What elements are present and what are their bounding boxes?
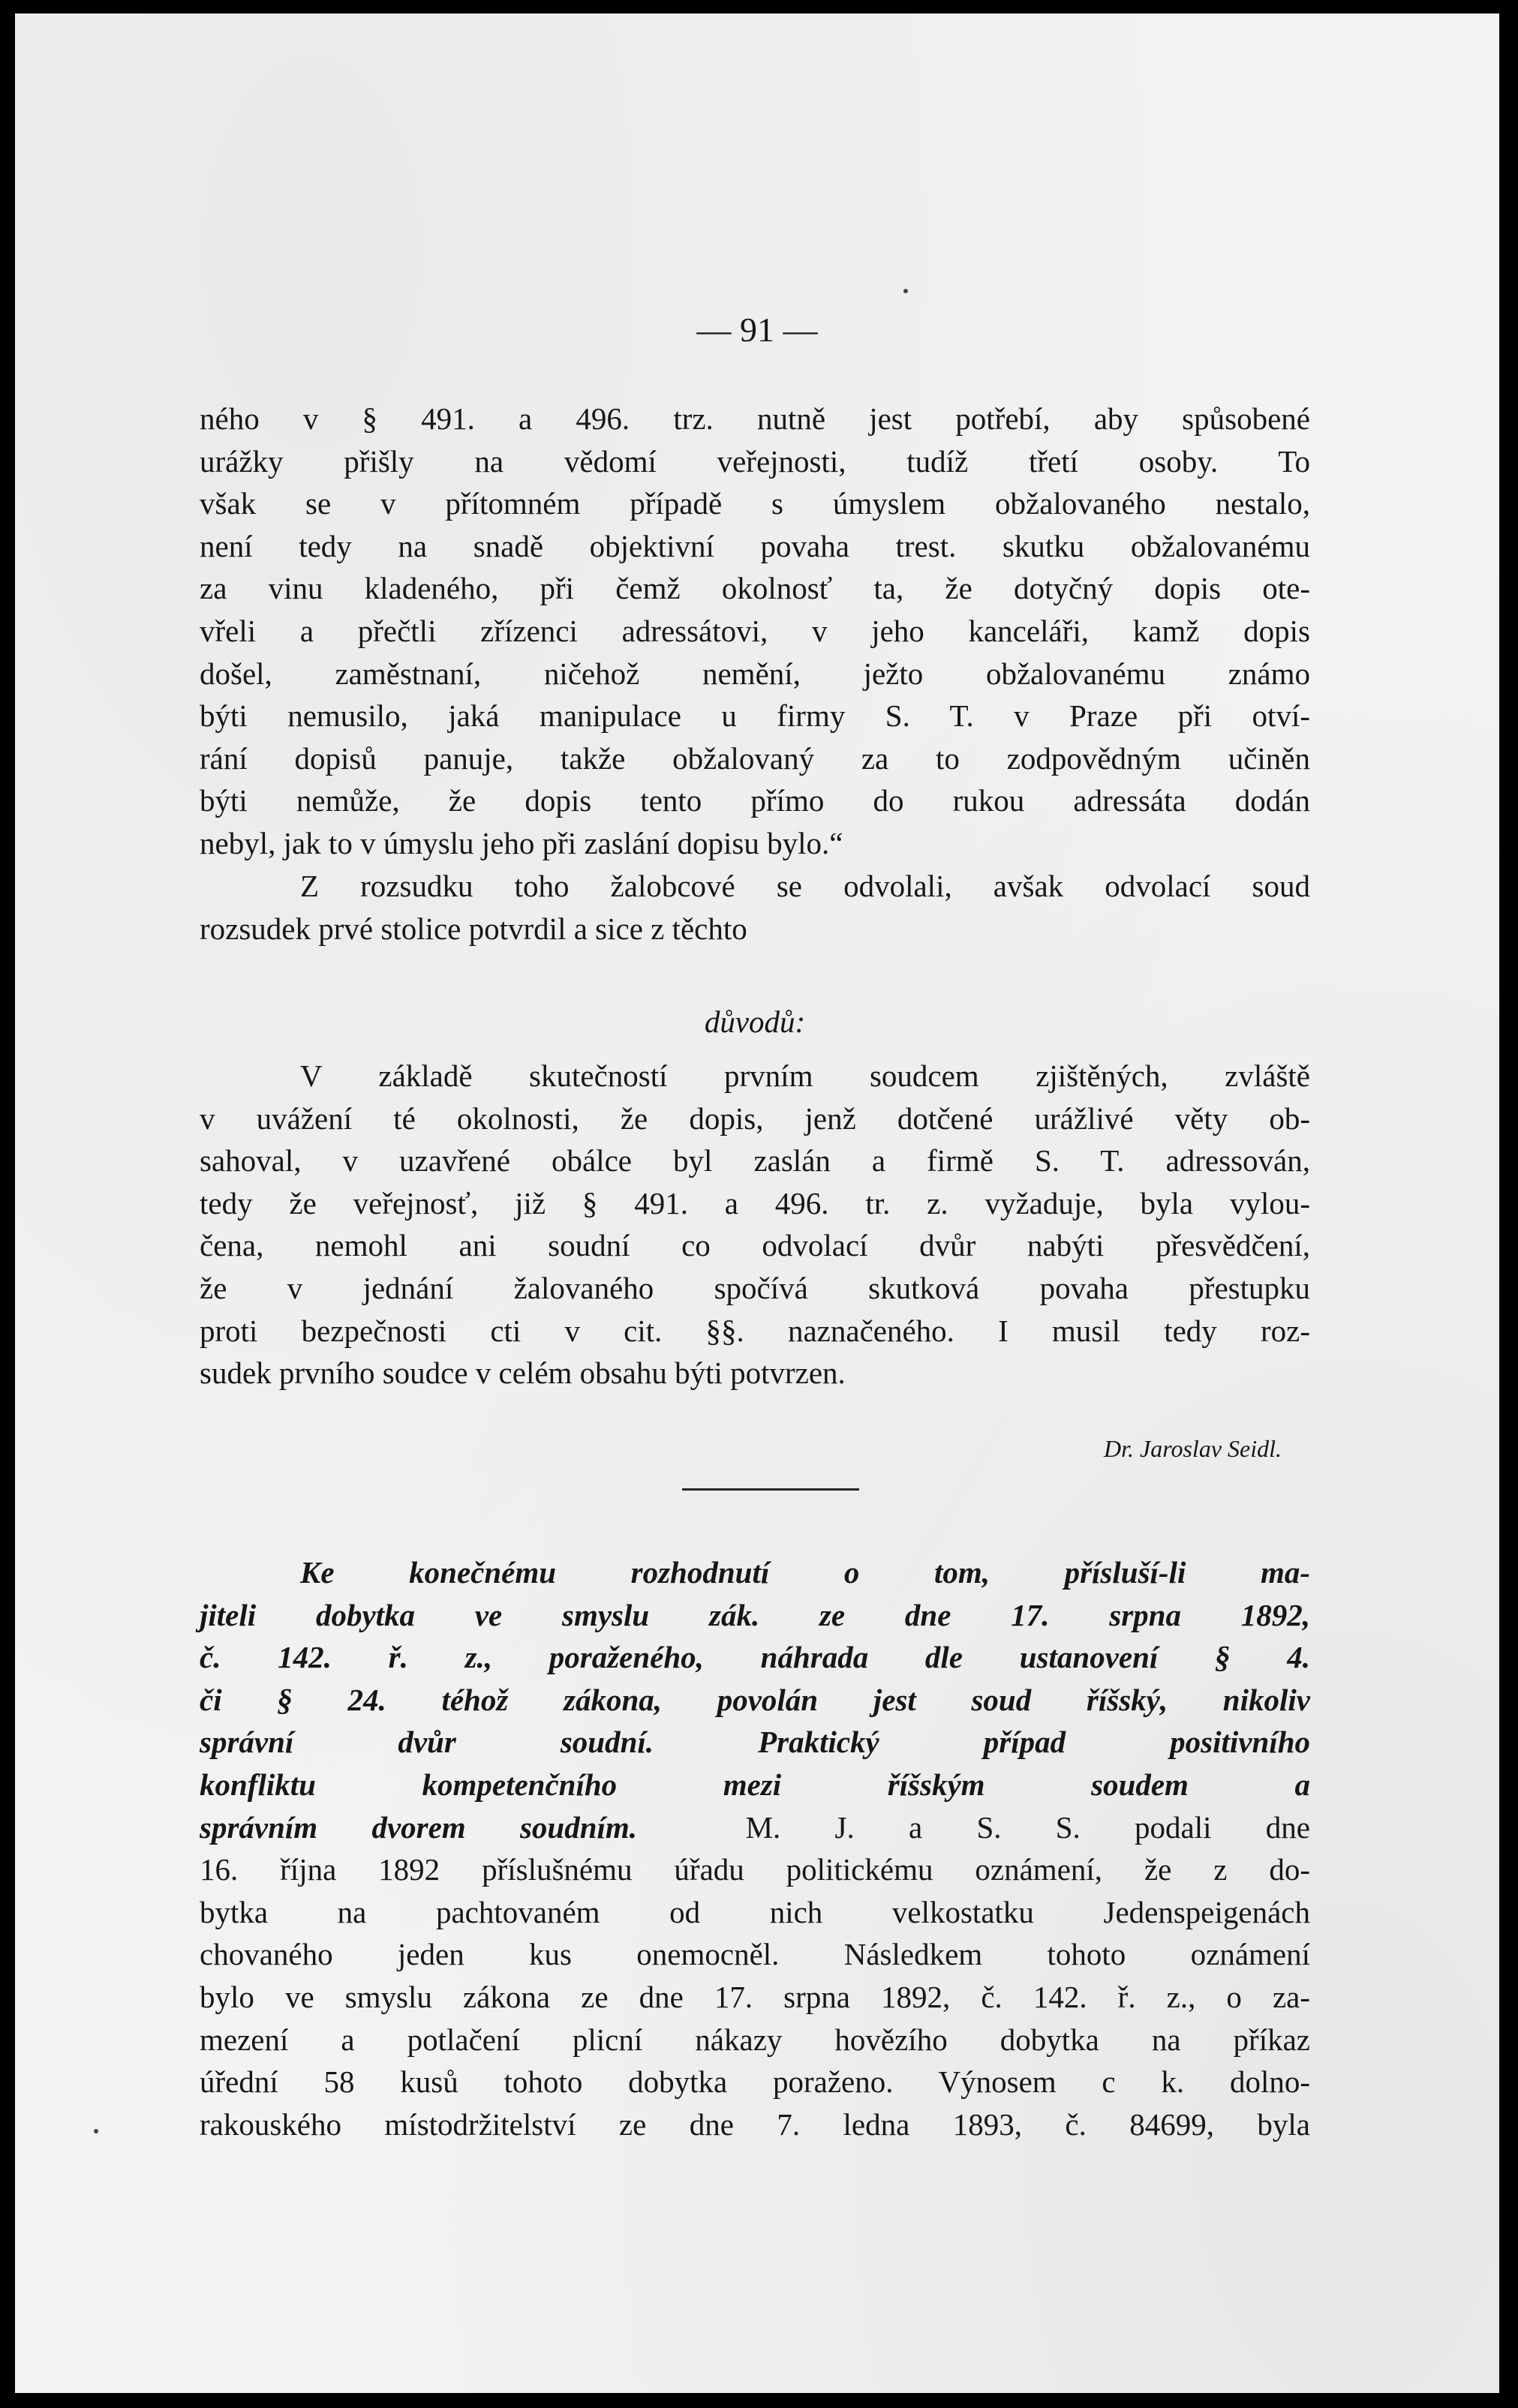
text-line: sudek prvního soudce v celém obsahu býti potvrzen. <box>200 1356 846 1391</box>
text-line: však se v přítomném případě s úmyslem obžalovaného nestalo, <box>200 486 1310 521</box>
text-line: býti nemůže, že dopis tento přímo do rukou adressáta dodán <box>200 783 1310 818</box>
text-line: rozsudek prvé stolice potvrdil a sice z těchto <box>200 911 747 946</box>
text-line: proti bezpečnosti cti v cit. §§. naznačeného. I musil tedy roz- <box>200 1313 1310 1348</box>
text-line: ného v § 491. a 496. trz. nutně jest potřebí, aby spůsobené <box>200 401 1310 436</box>
print-speck <box>94 2129 98 2133</box>
text-line: urážky přišly na vědomí veřejnosti, tudíž třetí osoby. To <box>200 443 1310 479</box>
text-line: rání dopisů panuje, takže obžalovaný za to zodpovědným učiněn <box>200 740 1310 776</box>
section-title-line: jiteli dobytka ve smyslu zák. ze dne 17. srpna 1892, <box>200 1597 1310 1632</box>
section-title-line: či § 24. téhož zákona, povolán jest soud říšský, nikoliv <box>200 1682 1310 1717</box>
text-line: V základě skutečností prvním soudcem zjištěných, zvláště <box>300 1058 1310 1093</box>
grounds-heading: důvodů: <box>704 1004 806 1039</box>
text-line: bylo ve smyslu zákona ze dne 17. srpna 1892, č. 142. ř. z., o za- <box>200 1979 1310 2014</box>
text-line: sahoval, v uzavřené obálce byl zaslán a firmě S. T. adressován, <box>200 1143 1310 1178</box>
text-line: mezení a potlačení plicní nákazy hovězího dobytka na příkaz <box>200 2022 1310 2057</box>
section-title-line: č. 142. ř. z., poraženého, náhrada dle ustanovení § 4. <box>200 1640 1310 1675</box>
paragraph-continuation <box>200 398 1310 865</box>
page-number: — 91 — <box>696 311 818 349</box>
text-line: že v jednání žalovaného spočívá skutková povaha přestupku <box>200 1270 1310 1305</box>
print-speck <box>903 289 908 293</box>
text-line: čena, nemohl ani soudní co odvolací dvůr nabýti přesvědčení, <box>200 1228 1310 1263</box>
section-body-start: M. J. a S. S. podali dne <box>745 1809 1310 1845</box>
paragraph-appeal <box>200 865 1310 950</box>
text-line: není tedy na snadě objektivní povaha trest. skutku obžalovanému <box>200 528 1310 563</box>
text-line: za vinu kladeného, při čemž okolnosť ta, že dotyčný dopis ote- <box>200 571 1310 606</box>
section-title-line: správní dvůr soudní. Praktický případ positivního <box>200 1725 1310 1760</box>
text-line: bytka na pachtovaném od nich velkostatku Jedenspeigenách <box>200 1894 1310 1929</box>
section-two <box>200 1551 1310 2145</box>
author-signature: Dr. Jaroslav Seidl. <box>1103 1435 1282 1462</box>
section-mixed-line <box>200 1806 1310 1849</box>
section-title-line: konfliktu kompetenčního mezi říšským soudem a <box>200 1767 1310 1802</box>
text-line: rakouského místodržitelství ze dne 7. ledna 1893, č. 84699, byla <box>200 2106 1310 2142</box>
text-line: vřeli a přečtli zřízenci adressátovi, v jeho kanceláři, kamž dopis <box>200 613 1310 648</box>
text-line: úřední 58 kusů tohoto dobytka poraženo. Výnosem c k. dolno- <box>200 2064 1310 2100</box>
text-line: Z rozsudku toho žalobcové se odvolali, avšak odvolací soud <box>300 869 1310 903</box>
text-line: chovaného jeden kus onemocněl. Následkem tohoto oznámení <box>200 1937 1310 1972</box>
text-line: došel, zaměstnaní, ničehož nemění, ježto obžalovanému známo <box>200 656 1310 691</box>
text-line: v uvážení té okolnosti, že dopis, jenž dotčené urážlivé věty ob- <box>200 1100 1310 1136</box>
book-page <box>15 14 1499 2393</box>
paragraph-grounds <box>200 1055 1310 1395</box>
section-title-end: správním dvorem soudním. <box>200 1809 638 1845</box>
text-line: nebyl, jak to v úmyslu jeho při zaslání dopisu bylo.“ <box>200 825 843 860</box>
section-divider <box>682 1488 859 1491</box>
section-title-line: Ke konečnému rozhodnutí o tom, přísluší-li ma- <box>300 1555 1310 1590</box>
text-line: býti nemusilo, jaká manipulace u firmy S. T. v Praze při otví- <box>200 698 1310 734</box>
text-line: tedy že veřejnosť, již § 491. a 496. tr. z. vyžaduje, byla vylou- <box>200 1185 1310 1221</box>
text-line: 16. října 1892 příslušnému úřadu politickému oznámení, že z do- <box>200 1852 1310 1887</box>
